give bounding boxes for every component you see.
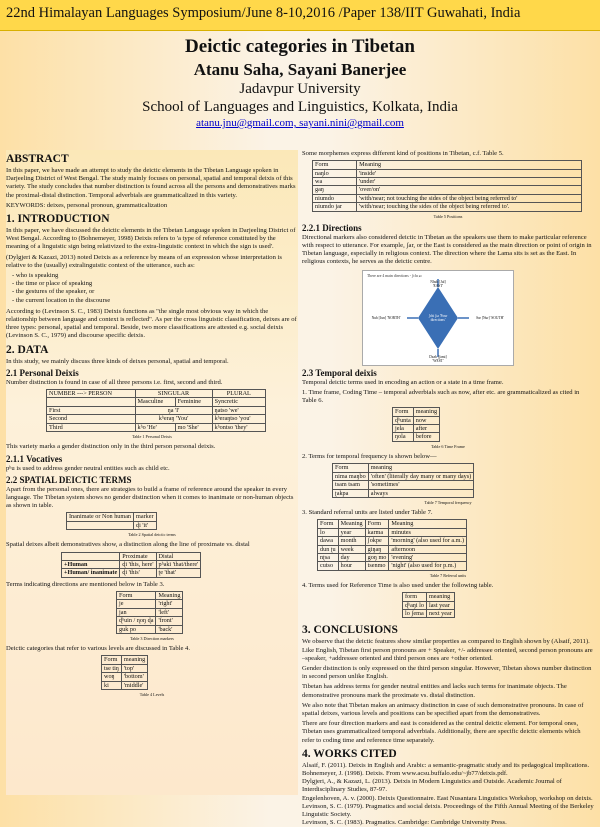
table-row bbox=[117, 608, 183, 616]
reference-time-text: 4. Terms used for Reference Time is also used under the following table. bbox=[302, 581, 494, 589]
table-row bbox=[318, 553, 467, 561]
table-cell: jela bbox=[393, 425, 414, 433]
table-cell: giŋaŋ bbox=[365, 545, 389, 553]
table-row bbox=[333, 472, 474, 480]
table-row bbox=[393, 433, 440, 441]
conclusions-heading: 3. CONCLUSIONS bbox=[302, 624, 398, 637]
table-header: Meaning bbox=[357, 161, 582, 169]
table-row bbox=[318, 528, 467, 536]
table-cell: lo ʃema bbox=[403, 609, 427, 617]
table-row bbox=[393, 425, 440, 433]
table-cell: 'morning' (also used for a.m.) bbox=[389, 537, 467, 545]
table-row bbox=[62, 569, 201, 577]
temporal-text-2: 1. Time frame, Coding Time – temporal adverbials such as now, after etc. are grammaticalized as cited in Table 6. bbox=[302, 388, 580, 405]
table-cell: 'often' (literally day many or many days) bbox=[368, 472, 474, 480]
table-cell: always bbox=[368, 489, 474, 497]
table-cell: karma bbox=[365, 528, 389, 536]
demonstratives-text: Spatial deixes albeit demonstratives show, a distinction along the line of proximate vs. distal bbox=[6, 541, 250, 549]
frequency-table bbox=[332, 463, 474, 498]
table-cell: next year bbox=[426, 609, 454, 617]
table-caption: Table 1 Personal Deixis bbox=[132, 434, 172, 440]
table-cell: last year bbox=[426, 601, 454, 609]
keywords: KEYWORDS: deixes, personal pronoun, grammaticalization bbox=[6, 201, 168, 209]
introduction-heading: 1. INTRODUCTION bbox=[6, 213, 110, 226]
table-header: NUMBER ---> PERSON bbox=[47, 390, 136, 398]
table-caption: Table 5 Positions bbox=[433, 213, 463, 219]
table-cell: minutes bbox=[389, 528, 467, 536]
conclusion-paragraph: Gender distinction is only expressed on the third person singular. However, Tibetan shows number distinction in second person unlike English. bbox=[302, 665, 592, 681]
table-row bbox=[117, 625, 183, 633]
table-row bbox=[67, 521, 157, 529]
table-row bbox=[333, 489, 474, 497]
table-header: Form bbox=[365, 520, 389, 528]
table-row bbox=[117, 617, 183, 625]
table-header: Distal bbox=[156, 552, 201, 560]
table-cell: dawa bbox=[318, 537, 339, 545]
table-cell: 'right' bbox=[156, 600, 183, 608]
table-cell: 'night' (also used for p.m.) bbox=[389, 562, 467, 570]
conference-banner bbox=[0, 0, 600, 31]
table-cell: kʰo 'He' bbox=[135, 423, 175, 431]
conference-banner-text: 22nd Himalayan Languages Symposium/June 8-10,2016 /Paper 138/IIT Guwahati, India bbox=[6, 5, 521, 21]
list-item: - the current location in the discourse bbox=[12, 296, 111, 304]
table-row bbox=[313, 203, 582, 211]
table-row bbox=[47, 406, 266, 414]
table-header: meaning bbox=[413, 408, 439, 416]
citation: Dylgjeri, A., & Kazazi, L. (2013). Deixis in Modern Linguistics and Outside. Academic Journal of Interdisciplinary Studies, 87-97. bbox=[302, 778, 562, 794]
table-cell: afternoon bbox=[389, 545, 467, 553]
table-cell: 'over/on' bbox=[357, 186, 582, 194]
personal-deixis-text: Number distinction is found in case of all three persons i.e. first, second and third. bbox=[6, 378, 223, 386]
table-cell: ɖʰaŋi lo bbox=[403, 601, 427, 609]
table-cell: jan bbox=[117, 608, 156, 616]
list-item: - who is speaking bbox=[12, 272, 59, 280]
table-cell: kʰeraŋ 'You' bbox=[135, 415, 212, 423]
table-header: Form bbox=[117, 591, 156, 599]
table-subheader: Feminine bbox=[175, 398, 212, 406]
list-item: - the time or place of speaking bbox=[12, 280, 93, 288]
units-text: 3. Standard referral units are listed under Table 7. bbox=[302, 509, 433, 517]
table-cell: ʈakpa bbox=[333, 489, 369, 497]
abstract-heading: ABSTRACT bbox=[6, 153, 69, 165]
table-cell: cutso bbox=[318, 562, 339, 570]
table-header: Form bbox=[318, 520, 339, 528]
table-caption: Table 4 Levels bbox=[139, 692, 165, 698]
diagram-caption: There are 4 main directions - ʃchɪ ɕɪ bbox=[367, 273, 422, 278]
table-cell: tsam tsam bbox=[333, 481, 369, 489]
table-header: Form bbox=[102, 656, 122, 664]
abstract-text: In this paper, we have made an attempt to study the deictic elements in the Tibetan Language spoken in Darjeeling District of West Bengal. The study mainly focuses on personal, spatial and temporal deixis of this variety. The study concludes that number distinction is found across all the persons and demonstratives marks the proximal-distal distinction. Temporal adverbials are grammaticalized in this variety. bbox=[6, 167, 296, 199]
table-cell: 'left' bbox=[156, 608, 183, 616]
table-row bbox=[47, 423, 266, 431]
table-cell: woŋ bbox=[102, 673, 122, 681]
table-cell: pʰaki 'that/there' bbox=[156, 560, 201, 568]
direction-terms-text: Terms indicating directions are mentioned below in Table 3. bbox=[6, 580, 165, 588]
table-header: meaning bbox=[368, 464, 474, 472]
table-caption: Table 6 Time Frame bbox=[431, 443, 465, 449]
paper-title: Deictic categories in Tibetan bbox=[185, 36, 415, 57]
levels-table bbox=[101, 655, 148, 690]
table-row bbox=[318, 537, 467, 545]
citation: Engelenhoven, A. v. (2000). Deixis Questionnaire. East Nusantara Linguistics Workshop, workshop on deixis. bbox=[302, 794, 593, 802]
table-cell: kʰontso 'they' bbox=[212, 423, 265, 431]
table-row bbox=[318, 545, 467, 553]
reference-time-table bbox=[402, 592, 455, 618]
table-cell: niumdo jar bbox=[313, 203, 357, 211]
table-row bbox=[403, 601, 455, 609]
demonstratives-table bbox=[61, 552, 201, 578]
table-row bbox=[313, 194, 582, 202]
temporal-text: Temporal deictic terms used in encoding an action or a state in a time frame. bbox=[302, 378, 504, 386]
temporal-deixis-heading: 2.3 Temporal deixis bbox=[302, 367, 377, 378]
table-cell: kʰeraŋtso 'you' bbox=[212, 415, 265, 423]
table-row bbox=[102, 673, 148, 681]
table-cell: before bbox=[413, 433, 439, 441]
table-cell: hour bbox=[338, 562, 365, 570]
table-cell: ɖi 'this, here' bbox=[120, 560, 156, 568]
table-header: Form bbox=[333, 464, 369, 472]
table-row bbox=[102, 681, 148, 689]
paper-header bbox=[0, 32, 600, 129]
table-caption: Table 7 Referral units bbox=[429, 572, 467, 578]
table-row bbox=[47, 415, 266, 423]
direction-markers-table bbox=[116, 591, 183, 634]
conclusion-paragraph: There are four direction markers and east is considered as the central deictic element. For temporal ones, Tibetan uses grammaticalized temporal adverbials. Additionally, there are specific deictic elements which refer to coding time and reference time separately. bbox=[302, 720, 581, 744]
direction-south-label: Dzab [ʃami] 'WEST' bbox=[429, 354, 447, 363]
morphemes-text: Some morphemes express different kind of positions in Tibetan, c.f. Table 5. bbox=[302, 150, 504, 157]
table-header: Meaning bbox=[389, 520, 467, 528]
table-cell: ɖʰuin / ɳoŋ ɖa bbox=[117, 617, 156, 625]
table-cell: Third bbox=[47, 423, 136, 431]
table-cell: 'top' bbox=[121, 664, 147, 672]
author-emails[interactable]: atanu.jnu@gmail.com, sayani.nini@gmail.com bbox=[196, 117, 404, 129]
table-cell: nima maŋbo bbox=[333, 472, 369, 480]
intro-paragraph-1: In this paper, we have discussed the deictic elements in the Tibetan Language spoken in Darjeeling District of West Bengal. According to (Bohnemeyer, 1998) Deixis refers to 'a type of reference constituted by the meaning of a linguistic sign being relativized to the extra-linguistic context in which the sign is used'. bbox=[6, 227, 296, 251]
table-header: meaning bbox=[426, 593, 454, 601]
table-header: SINGULAR bbox=[135, 390, 212, 398]
table-header: form bbox=[403, 593, 427, 601]
table-header: meaning bbox=[121, 656, 147, 664]
direction-north-label: Nhub [Jul] 'EAST' bbox=[430, 279, 446, 288]
conclusion-paragraph: We observe that the deictic features show similar properties as compared to English shown by (Alsaif, 2011). Like English, Tibetan first person pronouns are + Speaker, +/- addressee oriented, second person pronouns are –speaker, +addressee oriented and third person ones are +other oriented. bbox=[302, 638, 593, 662]
table-row bbox=[318, 562, 467, 570]
directions-heading: 2.2.1 Directions bbox=[302, 222, 362, 233]
right-column bbox=[302, 150, 594, 827]
table-cell: day bbox=[338, 553, 365, 561]
table-cell: nʈsa bbox=[318, 553, 339, 561]
table-cell: ɖi 'this' bbox=[120, 569, 156, 577]
table-header: Form bbox=[313, 161, 357, 169]
table-cell: 'front' bbox=[156, 617, 183, 625]
table-cell: 'back' bbox=[156, 625, 183, 633]
left-column bbox=[6, 150, 298, 795]
table-cell: week bbox=[338, 545, 365, 553]
table-subheader: Syncretic bbox=[212, 398, 265, 406]
intro-paragraph-3: According to (Levinson S. C., 1983) Deixis functions as "the single most obvious way in which the relationship between language and context is reflected". As per the cross linguistic classification, deixes are of three types: personal, spatial and temporal. Beside, two more classifications are attested e.g. social deixis (Levinson S. C., 1979) and discourse specific deixis. bbox=[6, 307, 297, 340]
citation: Levinson, S. C. (1979). Pragmatics and social deixis. Proceedings of the Fifth Annual Meeting of the Berkeley Linguistic Society. bbox=[302, 802, 594, 819]
table-row bbox=[403, 609, 455, 617]
table-cell: gaŋ bbox=[313, 186, 357, 194]
spatial-deixis-text: Apart from the personal ones, there are strategies to build a frame of reference around the speaker in every language. The Tibetan system shows no gender distinction when it comes to inanimate or non-human objects as shown in table. bbox=[6, 485, 294, 510]
table-row bbox=[393, 416, 440, 424]
table-header: Inanimate or Non human bbox=[67, 513, 134, 521]
table-cell: ŋola bbox=[393, 433, 414, 441]
personal-deixis-table bbox=[46, 389, 266, 432]
direction-center-label: ʃchi ʃɕɪ 'Four directions' bbox=[428, 313, 448, 322]
table-cell: 'with/near; not touching the sides of the object being referred to' bbox=[357, 194, 582, 202]
deixis-context-list bbox=[6, 272, 298, 305]
citation: Levinson, S. C. (1983). Pragmatics. Cambridge: Cambridge University Press. bbox=[302, 819, 507, 827]
data-text: In this study, we mainly discuss three kinds of deixes personal, spatial and temporal. bbox=[6, 357, 229, 365]
table-subheader: Masculine bbox=[135, 398, 175, 406]
table-cell: ŋa 'I' bbox=[135, 406, 212, 414]
table-cell: ɖʰunta bbox=[393, 416, 414, 424]
direction-east-label: Sar [Nur] 'SOUTH' bbox=[476, 315, 504, 320]
time-frame-table bbox=[392, 407, 440, 442]
university: Jadavpur University bbox=[239, 81, 361, 97]
table-cell: month bbox=[338, 537, 365, 545]
table-cell: tsenmo bbox=[365, 562, 389, 570]
table-cell: 'inside' bbox=[357, 169, 582, 177]
conclusion-paragraph: We also note that Tibetan makes an animacy distinction in case of such demonstrative pronouns. In case of spatial deixes, various levels and positions can be specified apart from the demonstratives. bbox=[302, 701, 584, 718]
vocatives-heading: 2.1.1 Vocatives bbox=[6, 453, 63, 464]
table-cell: ki bbox=[102, 681, 122, 689]
table-cell: Second bbox=[47, 415, 136, 423]
table-header: PLURAL bbox=[212, 390, 265, 398]
authors: Atanu Saha, Sayani Banerjee bbox=[193, 60, 407, 79]
inanimate-marker-table bbox=[66, 512, 157, 530]
levels-text: Deictic categories that refer to various levels are discussed in Table 4. bbox=[6, 645, 190, 653]
directions-diagram bbox=[362, 270, 514, 366]
table-header: Meaning bbox=[156, 591, 183, 599]
table-cell: First bbox=[47, 406, 136, 414]
works-cited-heading: 4. WORKS CITED bbox=[302, 747, 397, 760]
referral-units-table bbox=[317, 519, 467, 570]
conclusion-paragraph: Tibetan has address terms for gender neutral entities and lacks such terms for inanimate objects. The demonstrative pronouns mark the proximate vs. distal distinction. bbox=[302, 683, 567, 699]
table-row bbox=[313, 169, 582, 177]
table-cell: 'sometimes' bbox=[368, 481, 474, 489]
table-header: Proximate bbox=[120, 552, 156, 560]
table-row bbox=[313, 178, 582, 186]
directions-text: Directional markers also considered deictic in Tibetan as the speakers use them to make particular reference with respect to utterance. For example, ʃar, or the East is considered as the main direction or point of origin in Tibetan language, especially in religious context. The direction where the Lama sits is set as the East. In religious contexts, he serves as the deictic centre. bbox=[302, 233, 592, 266]
citation: Alsaif, F. (2011). Deixis in English and Arabic: a semantic-pragmatic study and its pedagogical implications. bbox=[302, 761, 590, 769]
citation: Bohnemeyer, J. (1998). Deixis. From www.acsu.buffalo.edu/~jb77/deixis.pdf. bbox=[302, 770, 508, 778]
table-cell: 'under' bbox=[357, 178, 582, 186]
spatial-deixis-heading: 2.2 SPATIAL DEICTIC TERMS bbox=[6, 474, 132, 485]
table-caption: Table 2 Spatial deictic terms bbox=[128, 532, 176, 538]
positions-table bbox=[312, 160, 582, 211]
table-cell: mo 'She' bbox=[175, 423, 212, 431]
table-cell: +Human/ inanimate bbox=[62, 569, 120, 577]
list-item: - the gestures of the speaker, or bbox=[12, 288, 95, 296]
table-cell: niumdo bbox=[313, 194, 357, 202]
table-row bbox=[62, 560, 201, 568]
table-row bbox=[313, 186, 582, 194]
table-header: marker bbox=[134, 513, 157, 521]
third-person-note: This variety marks a gender distinction only in the third person personal deixis. bbox=[6, 443, 216, 451]
vocatives-text: pʰu is used to address gender neutral entities such as child etc. bbox=[6, 464, 170, 472]
direction-west-label: Nub [Jun] 'NORTH' bbox=[371, 315, 401, 320]
table-cell: ʈe 'that' bbox=[156, 569, 201, 577]
table-header: Meaning bbox=[338, 520, 365, 528]
table-caption: Table 3 Direction markers bbox=[130, 635, 174, 641]
table-cell: after bbox=[413, 425, 439, 433]
table-cell: wa bbox=[313, 178, 357, 186]
table-cell: tse tiŋ bbox=[102, 664, 122, 672]
table-row bbox=[117, 600, 183, 608]
table-cell: goŋ mo bbox=[365, 553, 389, 561]
table-row bbox=[333, 481, 474, 489]
table-cell: now bbox=[413, 416, 439, 424]
table-cell: lo bbox=[318, 528, 339, 536]
table-header: Form bbox=[393, 408, 414, 416]
table-cell: naŋlo bbox=[313, 169, 357, 177]
intro-paragraph-2: (Dylgjeri & Kazazi, 2013) noted Deixis as a reference by means of an expression whose interpretation is relative to the (usually) extralinguistic context of the utterance, such as: bbox=[6, 253, 282, 269]
school: School of Languages and Linguistics, Kolkata, India bbox=[142, 99, 458, 115]
table-cell: 'evening' bbox=[389, 553, 467, 561]
table-cell: 'middle' bbox=[121, 681, 147, 689]
table-cell: je bbox=[117, 600, 156, 608]
table-cell: +Human bbox=[62, 560, 120, 568]
frequency-text: 2. Terms for temporal frequency is shown below— bbox=[302, 453, 437, 461]
table-cell: guk po bbox=[117, 625, 156, 633]
data-heading: 2. DATA bbox=[6, 343, 49, 356]
personal-deixis-heading: 2.1 Personal Deixis bbox=[6, 367, 79, 378]
table-cell: ʃokpe bbox=[365, 537, 389, 545]
table-cell: 'with/near; touching the sides of the object being referred to'. bbox=[357, 203, 582, 211]
table-cell: dun ʈu bbox=[318, 545, 339, 553]
table-cell: ŋatso 'we' bbox=[212, 406, 265, 414]
table-row bbox=[102, 664, 148, 672]
table-cell: ɖi 'it' bbox=[134, 521, 157, 529]
table-cell: 'bottom' bbox=[121, 673, 147, 681]
table-cell: year bbox=[338, 528, 365, 536]
table-caption: Table 7 Temporal frequency bbox=[424, 499, 472, 505]
